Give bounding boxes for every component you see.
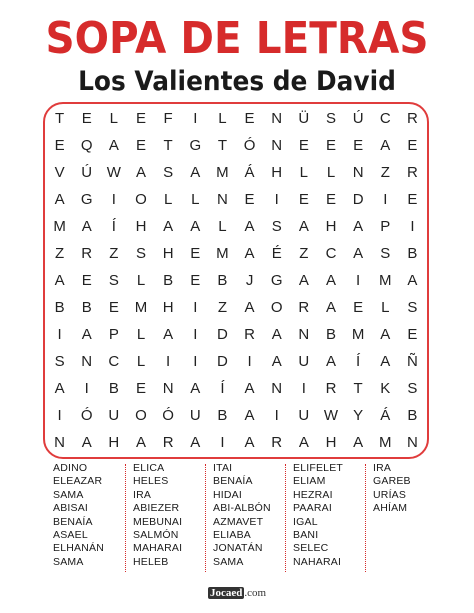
- grid-cell[interactable]: S: [135, 245, 146, 262]
- grid-cell[interactable]: Í: [111, 218, 116, 235]
- page-subtitle: Los Valientes de David: [78, 66, 396, 97]
- word-item: ELIABA: [213, 529, 251, 542]
- grid-cell[interactable]: M: [351, 326, 365, 343]
- grid-cell[interactable]: I: [193, 353, 198, 370]
- grid-cell[interactable]: S: [271, 218, 282, 235]
- grid-cell[interactable]: É: [271, 245, 282, 262]
- grid-cell[interactable]: S: [108, 272, 119, 289]
- grid-cell[interactable]: I: [247, 353, 252, 370]
- grid-cell[interactable]: A: [108, 137, 119, 154]
- grid-cell[interactable]: E: [81, 110, 92, 127]
- grid-cell[interactable]: A: [190, 434, 201, 451]
- grid-cell[interactable]: S: [54, 353, 65, 370]
- grid-cell[interactable]: A: [380, 326, 391, 343]
- word-item: SAMA: [53, 555, 84, 568]
- grid-cell[interactable]: G: [189, 137, 202, 154]
- grid-cell[interactable]: L: [326, 164, 336, 181]
- word-item: HEZRAI: [293, 488, 333, 501]
- grid-cell[interactable]: N: [352, 164, 364, 181]
- grid-cell[interactable]: I: [57, 326, 62, 343]
- word-item: IRA: [133, 488, 152, 501]
- grid-cell[interactable]: O: [135, 407, 147, 424]
- grid-cell[interactable]: H: [325, 434, 337, 451]
- grid-cell[interactable]: I: [383, 191, 388, 208]
- grid-cell[interactable]: A: [190, 164, 201, 181]
- grid-cell[interactable]: R: [244, 326, 255, 343]
- grid-cell[interactable]: Q: [80, 137, 93, 154]
- grid-cell[interactable]: L: [163, 191, 173, 208]
- grid-cell[interactable]: C: [325, 245, 337, 262]
- word-item: ABI-ALBÓN: [213, 502, 271, 515]
- word-item: SAMA: [213, 555, 244, 568]
- grid-cell[interactable]: S: [407, 299, 418, 316]
- grid-cell[interactable]: A: [54, 380, 65, 397]
- grid-cell[interactable]: A: [298, 218, 309, 235]
- grid-cell[interactable]: B: [407, 407, 418, 424]
- word-item: ELICA: [133, 462, 165, 474]
- word-item: JONATÁN: [213, 542, 263, 555]
- grid-cell[interactable]: A: [81, 326, 92, 343]
- grid-cell[interactable]: N: [162, 380, 174, 397]
- word-item: IGAL: [293, 515, 318, 528]
- column-divider: [205, 464, 206, 572]
- brand-name: Jocaed: [209, 587, 243, 599]
- word-item: ABISAI: [53, 502, 89, 515]
- page-title: SOPA DE LETRAS: [45, 13, 429, 64]
- grid-cell[interactable]: B: [163, 272, 174, 289]
- grid-cell[interactable]: K: [380, 380, 391, 397]
- grid-cell[interactable]: P: [108, 326, 119, 343]
- grid-cell[interactable]: R: [81, 245, 93, 262]
- grid-cell[interactable]: A: [325, 272, 336, 289]
- grid-cell[interactable]: A: [244, 380, 255, 397]
- grid-cell[interactable]: A: [244, 245, 255, 262]
- grid-cell[interactable]: A: [163, 326, 174, 343]
- grid-cell[interactable]: G: [270, 272, 283, 289]
- grid-cell[interactable]: Ü: [298, 110, 310, 127]
- letter-grid[interactable]: [46, 105, 426, 456]
- grid-cell[interactable]: Z: [380, 164, 390, 181]
- grid-cell[interactable]: Á: [244, 164, 255, 181]
- grid-cell[interactable]: L: [218, 110, 227, 127]
- grid-cell[interactable]: A: [244, 407, 255, 424]
- grid-cell[interactable]: D: [352, 191, 364, 208]
- word-item: BENAÍA: [213, 475, 253, 488]
- grid-cell[interactable]: A: [190, 218, 201, 235]
- grid-cell[interactable]: L: [136, 353, 146, 370]
- word-item: ELIAM: [293, 475, 326, 488]
- grid-cell[interactable]: C: [108, 353, 120, 370]
- grid-cell[interactable]: Ñ: [406, 353, 418, 370]
- grid-cell[interactable]: E: [244, 110, 255, 127]
- grid-cell[interactable]: A: [325, 299, 336, 316]
- grid-cell[interactable]: L: [299, 164, 309, 181]
- grid-cell[interactable]: H: [325, 218, 337, 235]
- grid-cell[interactable]: P: [380, 218, 391, 235]
- grid-cell[interactable]: A: [135, 164, 146, 181]
- grid-cell[interactable]: A: [244, 299, 255, 316]
- word-item: ELHANÁN: [53, 542, 104, 555]
- grid-cell[interactable]: N: [54, 434, 65, 451]
- grid-cell[interactable]: I: [166, 353, 171, 370]
- word-item: HELEB: [133, 555, 169, 568]
- grid-cell[interactable]: Z: [109, 245, 119, 262]
- grid-cell[interactable]: R: [298, 299, 310, 316]
- grid-cell[interactable]: M: [216, 245, 229, 262]
- grid-cell[interactable]: A: [380, 137, 391, 154]
- grid-cell[interactable]: M: [216, 164, 229, 181]
- grid-cell[interactable]: E: [135, 110, 146, 127]
- grid-cell[interactable]: G: [80, 191, 93, 208]
- grid-cell[interactable]: E: [108, 299, 119, 316]
- grid-cell[interactable]: I: [274, 191, 279, 208]
- grid-cell[interactable]: E: [298, 191, 309, 208]
- grid-cell[interactable]: L: [109, 110, 119, 127]
- grid-cell[interactable]: I: [193, 299, 198, 316]
- word-item: HELES: [133, 475, 169, 488]
- grid-cell[interactable]: A: [298, 272, 309, 289]
- grid-cell[interactable]: T: [163, 137, 173, 154]
- grid-cell[interactable]: Í: [356, 353, 361, 370]
- column-divider: [125, 464, 126, 572]
- grid-cell[interactable]: M: [134, 299, 148, 316]
- grid-cell[interactable]: B: [325, 326, 336, 343]
- grid-cell[interactable]: S: [407, 380, 418, 397]
- word-item: IRA: [373, 462, 392, 474]
- grid-cell[interactable]: E: [407, 326, 418, 343]
- word-item: ELIFELET: [293, 462, 344, 474]
- grid-cell[interactable]: F: [163, 110, 173, 127]
- grid-cell[interactable]: E: [244, 191, 255, 208]
- grid-cell[interactable]: U: [298, 353, 310, 370]
- grid-cell[interactable]: N: [298, 326, 310, 343]
- grid-cell[interactable]: A: [190, 380, 201, 397]
- grid-cell[interactable]: I: [274, 407, 279, 424]
- grid-cell[interactable]: S: [325, 110, 336, 127]
- grid-cell[interactable]: A: [81, 434, 92, 451]
- grid-cell[interactable]: N: [216, 191, 228, 208]
- grid-cell[interactable]: I: [111, 191, 116, 208]
- grid-cell[interactable]: I: [301, 380, 306, 397]
- grid-cell[interactable]: Z: [217, 299, 227, 316]
- grid-cell[interactable]: Ú: [352, 110, 364, 127]
- word-item: SALMÓN: [133, 529, 179, 542]
- grid-cell[interactable]: Í: [220, 380, 225, 397]
- grid-cell[interactable]: Á: [380, 407, 391, 424]
- grid-cell[interactable]: B: [217, 272, 228, 289]
- grid-cell[interactable]: C: [379, 110, 391, 127]
- grid-cell[interactable]: I: [84, 380, 89, 397]
- grid-cell[interactable]: E: [135, 380, 146, 397]
- grid-cell[interactable]: A: [271, 353, 282, 370]
- grid-cell[interactable]: N: [271, 380, 283, 397]
- grid-cell[interactable]: U: [108, 407, 120, 424]
- grid-cell[interactable]: W: [323, 407, 339, 424]
- grid-cell[interactable]: N: [271, 137, 283, 154]
- grid-cell[interactable]: L: [218, 218, 227, 235]
- grid-cell[interactable]: I: [193, 110, 198, 127]
- word-item: ADINO: [53, 462, 88, 474]
- grid-cell[interactable]: B: [81, 299, 92, 316]
- grid-cell[interactable]: A: [81, 218, 92, 235]
- word-list: [53, 462, 433, 580]
- grid-cell[interactable]: H: [271, 164, 283, 181]
- word-item: GAREB: [373, 475, 411, 488]
- grid-cell[interactable]: A: [380, 353, 391, 370]
- word-item: SAMA: [53, 488, 84, 501]
- grid-cell[interactable]: H: [108, 434, 120, 451]
- grid-cell[interactable]: I: [57, 407, 62, 424]
- word-item: ABIEZER: [133, 502, 180, 515]
- grid-cell[interactable]: R: [325, 380, 337, 397]
- grid-cell[interactable]: A: [54, 272, 65, 289]
- column-divider: [365, 464, 366, 572]
- word-item: ASAEL: [53, 529, 88, 542]
- word-item: BANI: [293, 529, 319, 542]
- grid-cell[interactable]: I: [410, 218, 415, 235]
- grid-cell[interactable]: Ó: [80, 407, 93, 424]
- grid-cell[interactable]: E: [325, 137, 336, 154]
- grid-cell[interactable]: O: [270, 299, 283, 316]
- grid-cell[interactable]: M: [53, 218, 66, 235]
- grid-cell[interactable]: A: [163, 218, 174, 235]
- grid-cell[interactable]: B: [217, 407, 228, 424]
- grid-cell[interactable]: L: [136, 326, 146, 343]
- grid-cell[interactable]: M: [379, 272, 392, 289]
- grid-cell[interactable]: Z: [54, 245, 65, 262]
- grid-cell[interactable]: Z: [299, 245, 309, 262]
- word-column-4: [293, 462, 343, 569]
- grid-cell[interactable]: E: [135, 137, 146, 154]
- grid-cell[interactable]: E: [407, 191, 418, 208]
- grid-cell[interactable]: A: [271, 326, 282, 343]
- grid-cell[interactable]: E: [81, 272, 92, 289]
- grid-cell[interactable]: R: [271, 434, 283, 451]
- grid-cell[interactable]: N: [271, 110, 283, 127]
- grid-cell[interactable]: E: [54, 137, 65, 154]
- word-item: NAHARAI: [293, 555, 342, 568]
- grid-cell[interactable]: A: [54, 191, 65, 208]
- grid-cell[interactable]: A: [244, 218, 255, 235]
- grid-cell[interactable]: S: [163, 164, 174, 181]
- grid-cell[interactable]: E: [353, 137, 364, 154]
- grid-cell[interactable]: A: [407, 272, 418, 289]
- word-item: AHÍAM: [373, 502, 408, 515]
- word-item: PAARAI: [293, 502, 332, 515]
- grid-cell[interactable]: D: [216, 353, 228, 370]
- grid-cell[interactable]: T: [353, 380, 363, 397]
- word-column-2: [133, 462, 182, 569]
- word-item: ELEAZAR: [53, 475, 103, 488]
- grid-cell[interactable]: H: [135, 218, 147, 235]
- grid-cell[interactable]: D: [216, 326, 228, 343]
- grid-cell[interactable]: A: [244, 434, 255, 451]
- grid-cell[interactable]: L: [381, 299, 390, 316]
- grid-cell[interactable]: A: [353, 218, 364, 235]
- word-column-1: [53, 462, 104, 569]
- word-item: ITAI: [213, 462, 233, 474]
- grid-cell[interactable]: U: [298, 407, 310, 424]
- grid-cell[interactable]: O: [135, 191, 147, 208]
- grid-cell[interactable]: V: [54, 164, 65, 181]
- grid-cell[interactable]: J: [245, 272, 254, 289]
- grid-cell[interactable]: U: [189, 407, 201, 424]
- grid-cell[interactable]: L: [136, 272, 146, 289]
- grid-cell[interactable]: T: [217, 137, 227, 154]
- grid-cell[interactable]: I: [356, 272, 361, 289]
- brand-domain: .com: [244, 587, 267, 599]
- grid-cell[interactable]: Ó: [243, 137, 256, 154]
- grid-cell[interactable]: I: [220, 434, 225, 451]
- grid-cell[interactable]: N: [81, 353, 93, 370]
- word-item: AZMAVET: [213, 515, 264, 528]
- grid-cell[interactable]: M: [379, 434, 392, 451]
- word-item: SELEC: [293, 542, 329, 555]
- grid-cell[interactable]: A: [353, 434, 364, 451]
- grid-cell[interactable]: Ú: [81, 164, 93, 181]
- grid-cell[interactable]: W: [106, 164, 121, 181]
- grid-cell[interactable]: H: [162, 245, 174, 262]
- grid-cell[interactable]: I: [193, 326, 198, 343]
- grid-cell[interactable]: E: [353, 299, 364, 316]
- word-item: BENAÍA: [53, 515, 93, 528]
- grid-cell[interactable]: A: [353, 245, 364, 262]
- word-column-5: [373, 462, 411, 516]
- column-divider: [285, 464, 286, 572]
- grid-cell[interactable]: L: [191, 191, 200, 208]
- grid-cell[interactable]: E: [407, 137, 418, 154]
- grid-cell[interactable]: E: [325, 191, 336, 208]
- grid-cell[interactable]: R: [162, 434, 174, 451]
- word-item: HIDAI: [213, 488, 243, 501]
- word-item: MAHARAI: [133, 542, 183, 555]
- grid-cell[interactable]: A: [298, 434, 309, 451]
- grid-cell[interactable]: R: [406, 110, 418, 127]
- grid-cell[interactable]: B: [407, 245, 418, 262]
- grid-cell[interactable]: Ó: [162, 407, 174, 424]
- grid-cell[interactable]: B: [54, 299, 65, 316]
- grid-cell[interactable]: N: [406, 434, 418, 451]
- grid-cell[interactable]: H: [162, 299, 174, 316]
- grid-cell[interactable]: A: [135, 434, 146, 451]
- grid-cell[interactable]: R: [406, 164, 418, 181]
- grid-cell[interactable]: E: [190, 272, 201, 289]
- grid-cell[interactable]: Y: [353, 407, 364, 424]
- grid-cell[interactable]: E: [190, 245, 201, 262]
- grid-cell[interactable]: S: [380, 245, 391, 262]
- grid-cell[interactable]: B: [108, 380, 119, 397]
- word-column-3: [213, 462, 271, 569]
- brand-logo[interactable]: [0, 587, 474, 599]
- grid-cell[interactable]: A: [325, 353, 336, 370]
- word-item: MEBUNAI: [133, 515, 183, 528]
- word-item: URÍAS: [373, 488, 407, 501]
- grid-cell[interactable]: E: [298, 137, 309, 154]
- grid-cell[interactable]: T: [54, 110, 65, 127]
